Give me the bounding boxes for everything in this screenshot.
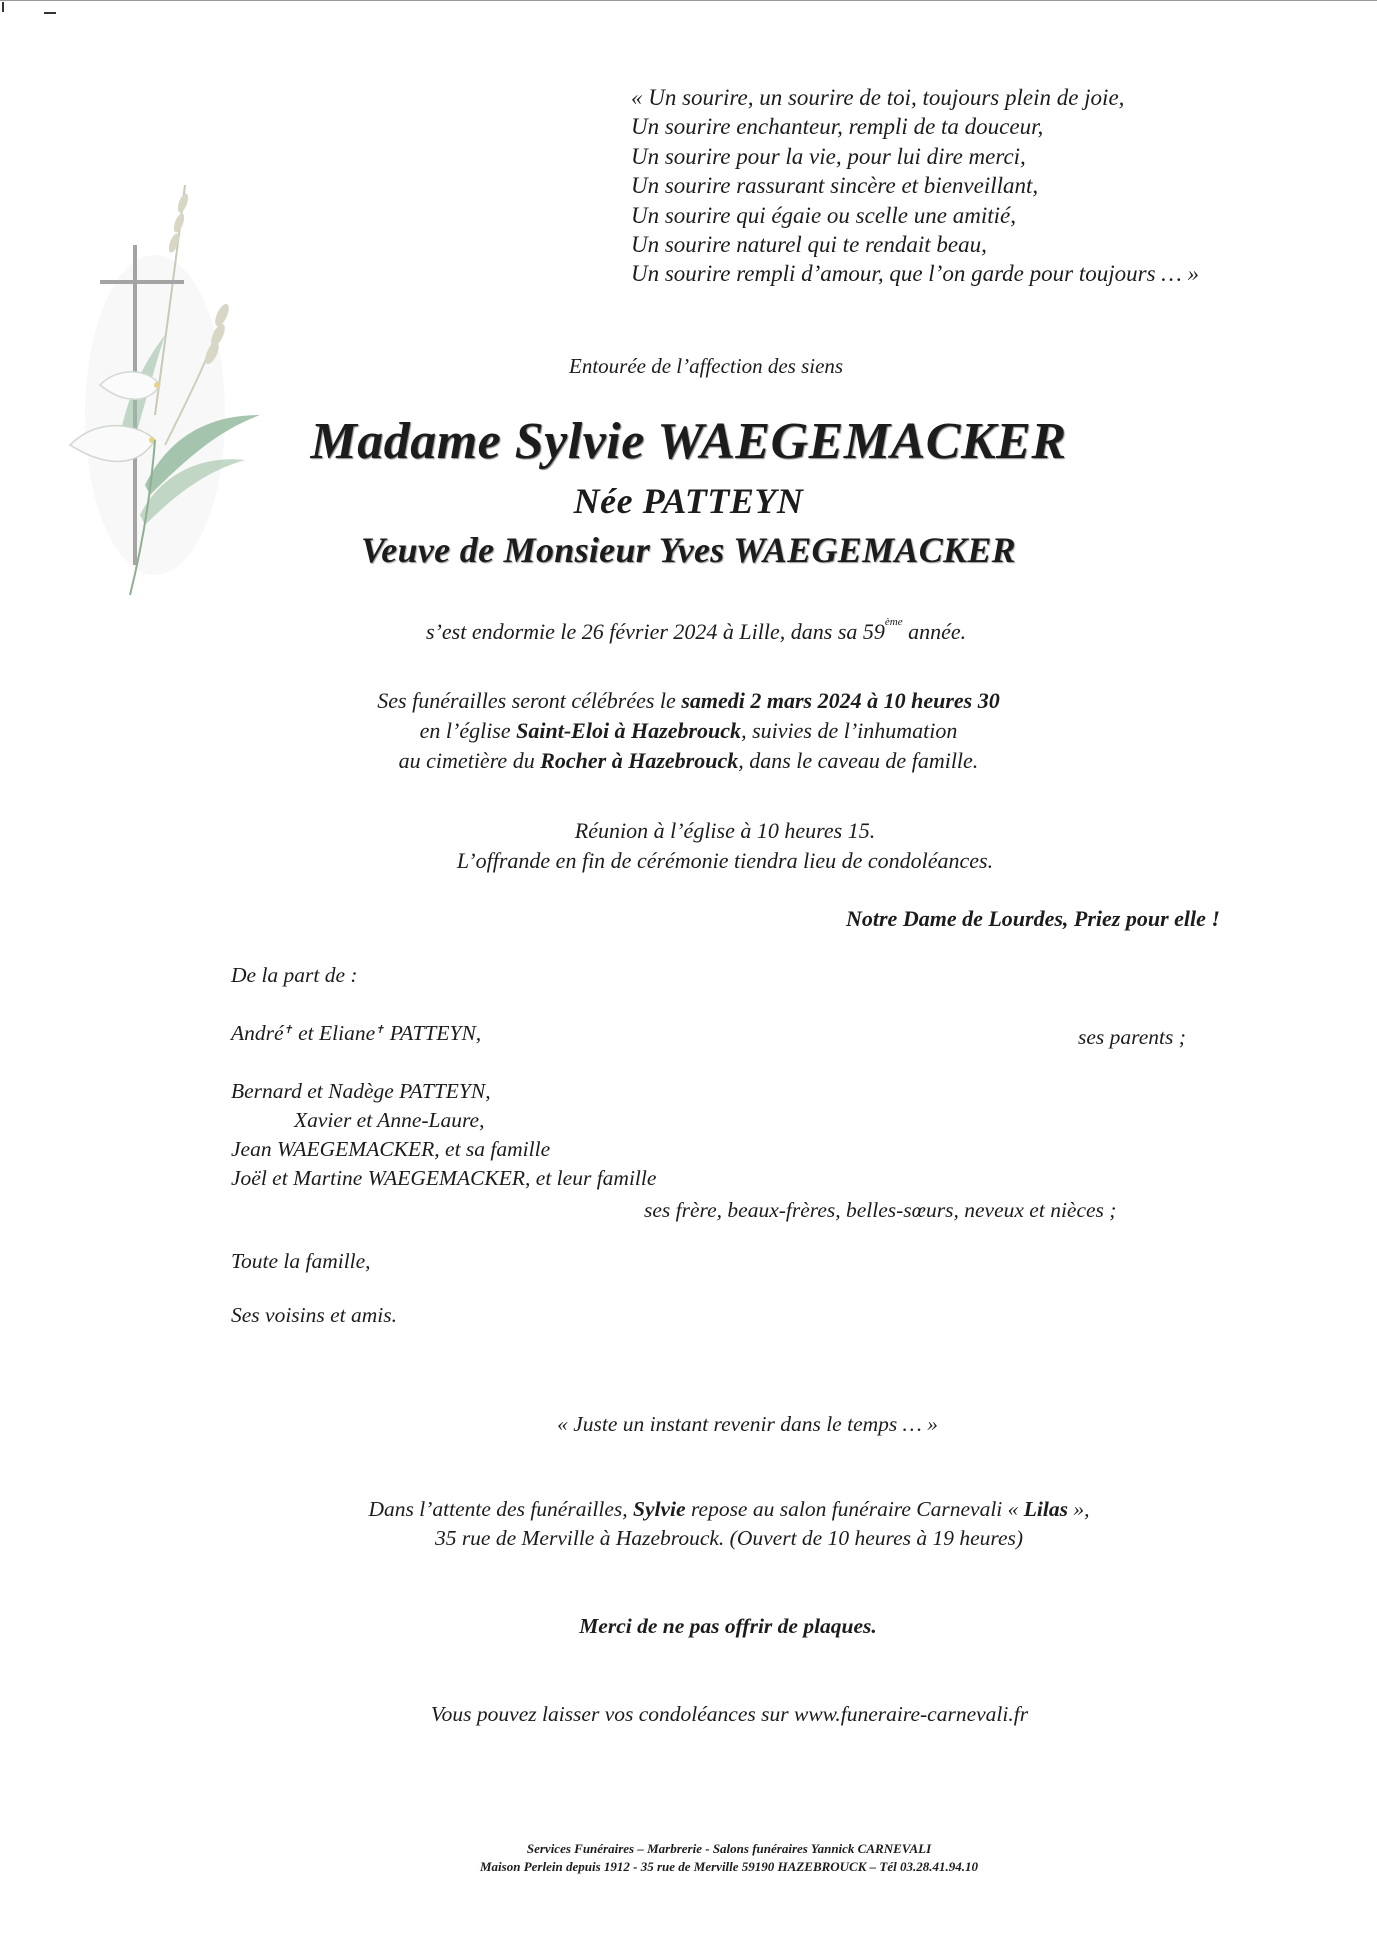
siblings-relation: ses frère, beaux-frères, belles-sœurs, neveux et nièces ; <box>644 1198 1117 1222</box>
scan-mark <box>44 12 56 14</box>
widow-line: Veuve de Monsieur Yves WAEGEMACKER <box>360 530 1016 570</box>
siblings-line: Bernard et Nadège PATTEYN, <box>231 1079 491 1103</box>
funeral-details <box>0 686 1377 776</box>
funeral-line-2: en l’église Saint-Eloi à Hazebrouck, suivies de l’inhumation <box>419 718 958 743</box>
cross-icon: ✝ <box>283 1024 293 1036</box>
ordinal-suffix: ème <box>884 616 903 628</box>
visitation-line-2: 35 rue de Merville à Hazebrouck. (Ouvert de 10 heures à 19 heures) <box>434 1526 1024 1550</box>
salon-name: Lilas <box>1023 1497 1068 1521</box>
death-text-end: année. <box>902 619 967 644</box>
siblings-line: Jean WAEGEMACKER, et sa famille <box>231 1137 551 1161</box>
maiden-name: Née PATTEYN <box>573 481 804 521</box>
poem <box>631 83 1199 289</box>
footer-line-2: Maison Perlein depuis 1912 - 35 rue de Merville 59190 HAZEBROUCK – Tél 03.28.41.94.10 <box>480 1859 978 1874</box>
poem-line: Un sourire naturel qui te rendait beau, <box>631 232 987 258</box>
parents-relation: ses parents ; <box>1078 1025 1186 1049</box>
meeting-line-1: Réunion à l’église à 10 heures 15. <box>574 818 876 843</box>
intro-line: Entourée de l’affection des siens <box>569 354 844 378</box>
friends-line: Ses voisins et amis. <box>231 1303 398 1327</box>
church-name: Saint-Eloi à Hazebrouck <box>516 718 742 743</box>
scan-mark <box>2 2 4 12</box>
poem-line: Un sourire rassurant sincère et bienveillant, <box>631 173 1039 199</box>
footer-line-1: Services Funéraires – Marbrerie - Salons funéraires Yannick CARNEVALI <box>526 1841 932 1856</box>
condolences-line: Vous pouvez laisser vos condoléances sur www.funeraire-carnevali.fr <box>430 1702 1029 1726</box>
poem-line: Un sourire rempli d’amour, que l’on garde pour toujours … » <box>631 261 1199 287</box>
parents-names: André✝ et Eliane✝ PATTEYN, <box>231 1021 482 1045</box>
funeral-line-1: Ses funérailles seront célébrées le samedi 2 mars 2024 à 10 heures 30 <box>377 688 1000 713</box>
siblings-line: Joël et Martine WAEGEMACKER, et leur famille <box>231 1166 657 1190</box>
first-name: Sylvie <box>633 1497 686 1521</box>
death-notice <box>426 616 967 645</box>
death-text: s’est endormie le 26 février 2024 à Lille, dans sa 59 <box>426 619 885 644</box>
page-edge <box>0 0 1377 1</box>
deceased-name: Madame Sylvie WAEGEMACKER <box>310 413 1067 470</box>
prayer-line: Notre Dame de Lourdes, Priez pour elle ! <box>846 906 1220 931</box>
meeting-line-2: L’offrande en fin de cérémonie tiendra lieu de condoléances. <box>456 848 994 873</box>
poem-line: Un sourire enchanteur, rempli de ta douceur, <box>631 114 1044 140</box>
poem-line: Un sourire pour la vie, pour lui dire merci, <box>631 143 1026 169</box>
cemetery-name: Rocher à Hazebrouck <box>540 748 739 773</box>
no-plaques-notice: Merci de ne pas offrir de plaques. <box>579 1614 877 1638</box>
visitation-line-1: Dans l’attente des funérailles, Sylvie repose au salon funéraire Carnevali « Lilas », <box>368 1497 1090 1521</box>
poem-line: Un sourire qui égaie ou scelle une amitié, <box>631 202 1016 228</box>
whole-family-line: Toute la famille, <box>231 1249 371 1273</box>
funeral-date: samedi 2 mars 2024 à 10 heures 30 <box>681 688 1000 713</box>
funeral-line-3: au cimetière du Rocher à Hazebrouck, dans le caveau de famille. <box>398 748 979 773</box>
closing-quote: « Juste un instant revenir dans le temps … » <box>557 1412 938 1436</box>
siblings-line: Xavier et Anne-Laure, <box>294 1108 485 1132</box>
cross-icon: ✝ <box>375 1024 385 1036</box>
from-label: De la part de : <box>231 963 358 987</box>
poem-line: « Un sourire, un sourire de toi, toujours plein de joie, <box>631 85 1125 110</box>
meeting-info <box>0 816 1377 876</box>
